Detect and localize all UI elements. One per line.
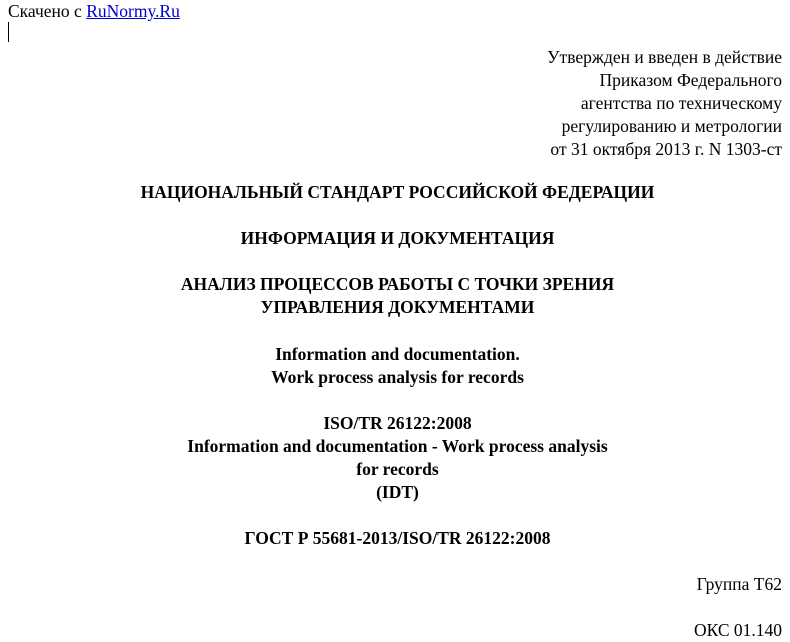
iso-number: ISO/TR 26122:2008 [323,413,472,433]
approval-line: от 31 октября 2013 г. N 1303-ст [550,139,782,159]
standard-heading: НАЦИОНАЛЬНЫЙ СТАНДАРТ РОССИЙСКОЙ ФЕДЕРАЦИИ [140,182,655,202]
title-en-line-1: Information and documentation. [275,344,520,364]
title-ru-line-2: УПРАВЛЕНИЯ ДОКУМЕНТАМИ [260,297,535,317]
approval-line: Утвержден и введен в действие [547,47,782,67]
iso-idt: (IDT) [376,482,419,502]
oks-code: ОКС 01.140 [693,620,782,640]
gost-number: ГОСТ Р 55681-2013/ISO/TR 26122:2008 [244,528,551,548]
source-line [8,1,180,21]
iso-title-line-2: for records [356,459,439,479]
approval-line: агентства по техническому [580,93,782,113]
source-prefix: Скачено с [8,1,87,21]
title-ru-line-1: АНАЛИЗ ПРОЦЕССОВ РАБОТЫ С ТОЧКИ ЗРЕНИЯ [180,274,615,294]
approval-line: Приказом Федерального [599,70,782,90]
iso-title-line-1: Information and documentation - Work process analysis [187,436,608,456]
title-en-line-2: Work process analysis for records [271,367,524,387]
approval-line: регулированию и метрологии [561,116,782,136]
approval-block [547,46,782,161]
group-code: Группа Т62 [696,574,782,594]
text-caret [8,22,9,42]
subject-heading: ИНФОРМАЦИЯ И ДОКУМЕНТАЦИЯ [240,228,555,248]
runormy-link[interactable]: RuNormy.Ru [86,1,180,21]
